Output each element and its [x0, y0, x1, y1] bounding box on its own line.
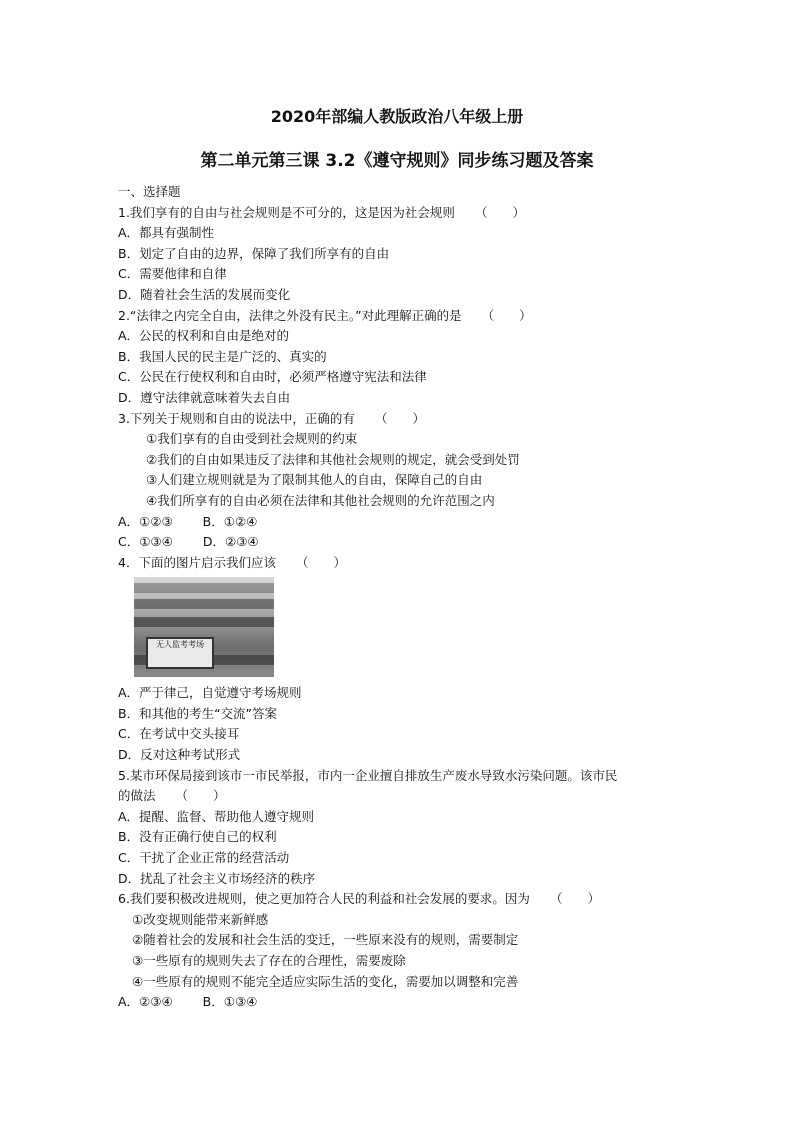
question-3-statement-4: ④我们所享有的自由必须在法律和其他社会规则的允许范围之内	[146, 492, 495, 508]
question-2-option-a: A．公民的权利和自由是绝对的	[118, 328, 290, 344]
document-body	[118, 182, 698, 1013]
question-1-option-b: B．划定了自由的边界，保障了我们所享有的自由	[118, 245, 390, 261]
question-6-option-b: B．①③④	[202, 994, 258, 1010]
question-6-stem	[118, 889, 698, 910]
question-3-option-a: A．①②③	[118, 513, 173, 529]
question-1-text: 1.我们享有的自由与社会规则是不可分的，这是因为社会规则	[118, 204, 455, 220]
question-2-option-b: B．我国人民的民主是广泛的、真实的	[118, 348, 327, 364]
question-5-stem-line-1: 5.某市环保局接到该市一市民举报，市内一企业擅自排放生产废水导致水污染问题。该市民	[118, 767, 618, 783]
question-6-statement-2: ②随着社会的发展和社会生活的变迁，一些原来没有的规则，需要制定	[132, 932, 519, 948]
question-6-text: 6.我们要积极改进规则，使之更加符合人民的利益和社会发展的要求。因为	[118, 891, 530, 907]
question-3-option-d: D．②③④	[202, 534, 259, 550]
question-5-option-a: A．提醒、监督、帮助他人遵守规则	[118, 808, 315, 824]
question-2-stem	[118, 306, 698, 327]
question-4-text: 4．下面的图片启示我们应该	[118, 554, 276, 570]
document-subtitle: 第二单元第三课 3.2《遵守规则》同步练习题及答案	[200, 151, 594, 171]
question-6-answer-blank: （ ）	[549, 891, 600, 907]
question-2-option-c: C．公民在行使权利和自由时，必须严格遵守宪法和法律	[118, 369, 427, 385]
exam-room-photo	[134, 577, 274, 677]
question-3-options-row-1	[118, 512, 698, 533]
question-5-stem-line-2	[118, 786, 698, 807]
question-4-option-c: C．在考试中交头接耳	[118, 726, 240, 742]
question-3-statement-3: ③人们建立规则就是为了限制其他人的自由，保障自己的自由	[146, 472, 483, 488]
question-3-stem	[118, 409, 698, 430]
question-5-option-d: D．扰乱了社会主义市场经济的秩序	[118, 870, 316, 886]
question-6-statement-4: ④一些原有的规则不能完全适应实际生活的变化，需要加以调整和完善	[132, 973, 519, 989]
question-1-stem	[118, 203, 698, 224]
question-5-option-c: C．干扰了企业正常的经营活动	[118, 850, 290, 866]
question-4-answer-blank: （ ）	[295, 554, 346, 570]
question-1-option-a: A．都具有强制性	[118, 225, 215, 241]
photo-desk-row	[134, 599, 274, 609]
photo-desk-row	[134, 617, 274, 627]
question-4-stem	[118, 553, 698, 574]
question-4-option-a: A．严于律己，自觉遵守考场规则	[118, 685, 302, 701]
question-4-option-d: D．反对这种考试形式	[118, 747, 241, 763]
question-3-text: 3.下列关于规则和自由的说法中，正确的有	[118, 410, 355, 426]
question-1-option-c: C．需要他律和自律	[118, 266, 227, 282]
photo-desk-row	[134, 583, 274, 593]
question-5-option-b: B．没有正确行使自己的权利	[118, 829, 277, 845]
question-6-statement-3: ③一些原有的规则失去了存在的合理性，需要废除	[132, 953, 406, 968]
question-2-option-d: D．遵守法律就意味着失去自由	[118, 389, 291, 405]
section-heading: 一、选择题	[118, 184, 181, 199]
question-2-answer-blank: （ ）	[481, 307, 532, 323]
question-6-option-a: A．②③④	[118, 994, 173, 1010]
question-6-statement-1: ①改变规则能带来新鲜感	[132, 911, 269, 927]
question-6-options-row-1	[118, 992, 698, 1013]
question-1-answer-blank: （ ）	[474, 204, 525, 220]
question-5-text: 的做法	[118, 788, 156, 804]
document-title: 2020年部编人教版政治八年级上册	[270, 107, 524, 126]
question-3-statement-1: ①我们享有的自由受到社会规则的约束	[146, 431, 358, 447]
question-2-text: 2.“法律之内完全自由，法律之外没有民主。”对此理解正确的是	[118, 307, 462, 323]
question-4-option-b: B．和其他的考生“交流”答案	[118, 705, 278, 721]
question-5-answer-blank: （ ）	[175, 788, 226, 804]
unproctored-exam-sign: 无人监考考场	[146, 637, 214, 669]
question-3-options-row-2	[118, 532, 698, 553]
question-3-statement-2: ②我们的自由如果违反了法律和其他社会规则的规定，就会受到处罚	[146, 451, 520, 467]
question-3-option-b: B．①②④	[202, 513, 258, 529]
question-1-option-d: D．随着社会生活的发展而变化	[118, 286, 291, 302]
question-3-answer-blank: （ ）	[374, 410, 425, 426]
question-3-option-c: C．①③④	[118, 534, 173, 550]
